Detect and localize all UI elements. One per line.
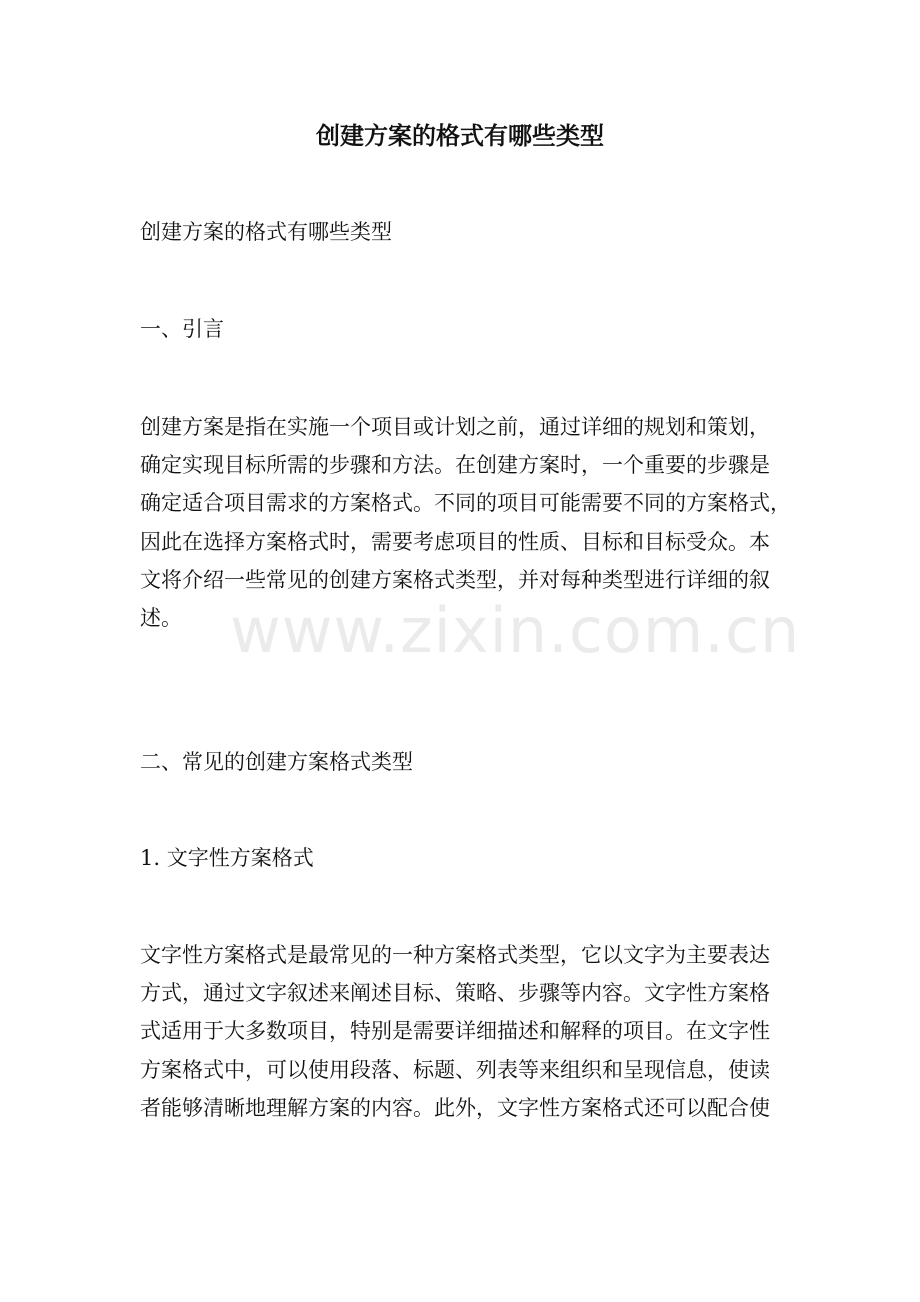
paragraph-line: 文将介绍一些常见的创建方案格式类型，并对每种类型进行详细的叙 (140, 567, 770, 592)
paragraph-line: 者能够清晰地理解方案的内容。此外，文字性方案格式还可以配合使 (140, 1095, 770, 1120)
paragraph-line: 确定适合项目需求的方案格式。不同的项目可能需要不同的方案格式， (140, 491, 791, 516)
paragraph-line: 文字性方案格式是最常见的一种方案格式类型，它以文字为主要表达 (140, 943, 770, 967)
paragraph-line: 式适用于大多数项目，特别是需要详细描述和解释的项目。在文字性 (140, 1019, 770, 1044)
paragraph-line: 方案格式中，可以使用段落、标题、列表等来组织和呈现信息，使读 (140, 1057, 770, 1082)
introduction-paragraph (140, 408, 800, 637)
document-subtitle: 创建方案的格式有哪些类型 (140, 220, 392, 244)
paragraph-line: 因此在选择方案格式时，需要考虑项目的性质、目标和目标受众。本 (140, 529, 770, 554)
paragraph-line: 确定实现目标所需的步骤和方法。在创建方案时，一个重要的步骤是 (140, 453, 770, 478)
section-heading-introduction: 一、引言 (140, 317, 224, 341)
section-heading-common-types: 二、常见的创建方案格式类型 (140, 750, 413, 774)
paragraph-line: 创建方案是指在实施一个项目或计划之前，通过详细的规划和策划， (140, 415, 770, 439)
text-format-paragraph (140, 936, 800, 1127)
subsection-heading-text-format: 1. 文字性方案格式 (140, 846, 314, 870)
document-title: 创建方案的格式有哪些类型 (316, 121, 604, 150)
paragraph-line: 述。 (140, 606, 182, 631)
paragraph-line: 方式，通过文字叙述来阐述目标、策略、步骤等内容。文字性方案格 (140, 981, 770, 1006)
watermark: www.zixin.com.cn (230, 594, 801, 667)
